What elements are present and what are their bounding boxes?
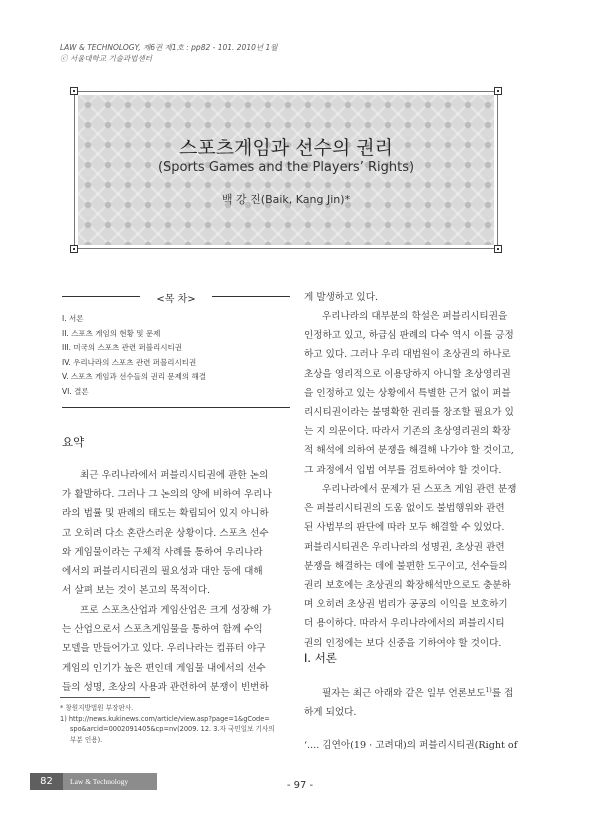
author-line: 백 강 진(Baik, Kang Jin)* <box>221 193 351 206</box>
text-line: 최근 우리나라에서 퍼블리시티권에 관한 논의 <box>80 470 269 481</box>
quote-paragraph <box>304 736 540 755</box>
text-line: 들의 성명, 초상의 사용과 관련하여 분쟁이 빈번하 <box>62 681 269 693</box>
text-line: 게 발생하고 있다. <box>304 292 379 303</box>
footnote-rule <box>60 697 150 698</box>
toc-rule-bottom <box>62 407 290 408</box>
text-line: 프로 스포츠산업과 게임산업은 크게 성장해 가 <box>80 605 272 616</box>
text-line: 분쟁을 해결하는 데에 불편한 도구이고, 선수들의 <box>304 560 508 572</box>
text-line: 리시티권이라는 불명확한 권리를 창조할 필요가 있 <box>304 407 514 419</box>
toc-list <box>62 312 206 399</box>
right-paragraph-2 <box>304 307 540 480</box>
intro-text-start: 필자는 최근 아래와 같은 일부 언론보도 <box>322 688 486 699</box>
page-number-center: - 97 - <box>286 780 314 791</box>
text-line: 는 지 의문이다. 따라서 기존의 초상영리권의 확장 <box>304 426 511 438</box>
text-line: 에서의 퍼블리시티권의 필요성과 대안 등에 대해 <box>62 566 263 578</box>
abstract-paragraph-1 <box>62 466 292 600</box>
intro-paragraph <box>304 684 540 722</box>
text-line: 그 과정에서 입법 여부를 검토하여야 할 것이다. <box>304 464 502 476</box>
footnote-1-line[interactable]: 1) http://news.kukinews.com/article/view.asp?page=1&gCode= <box>60 714 270 723</box>
text-line: 는 산업으로서 스포츠게임물을 통하여 함께 수익 <box>62 624 263 636</box>
text-line: 모델을 만들어가고 있다. 우리나라는 컴퓨터 야구 <box>62 643 266 655</box>
title-korean: 스포츠게임과 선수의 권리 <box>179 137 393 159</box>
text-line: 며 오히려 초상권 법리가 공공의 이익을 보호하기 <box>304 599 508 611</box>
table-of-contents <box>62 290 290 408</box>
page-number-left: 82 <box>30 773 63 790</box>
text-line: 적 해석에 의하여 분쟁을 해결해 나가야 할 것이고, <box>304 445 514 457</box>
text-line: 권리 보호에는 초상권의 확장해석만으로도 충분하 <box>304 580 511 592</box>
text-line: 권의 인정에는 보다 신중을 기하여야 할 것이다. <box>304 637 502 649</box>
footnote-ref[interactable]: 1) <box>485 686 492 694</box>
text-line: 을 인정하고 있는 상황에서 특별한 근거 없이 퍼블 <box>304 387 511 399</box>
toc-item: VI. 결론 <box>62 386 89 396</box>
text-line: 하게 되었다. <box>304 707 357 719</box>
text-line: 초상을 영리적으로 이용당하지 아니할 초상영리권 <box>304 368 511 380</box>
text-line: 된 사법부의 판단에 따라 모두 해결할 수 있었다. <box>304 522 505 534</box>
text-line: 라의 법률 및 판례의 태도는 확립되어 있지 아니하 <box>62 508 269 520</box>
right-paragraph-3 <box>304 480 540 653</box>
footnote-author: * 창원지방법원 부장판사. <box>60 704 134 712</box>
toc-item: III. 미국의 스포츠 관련 퍼블리시티권 <box>62 343 182 352</box>
toc-item: I. 서론 <box>62 314 84 323</box>
toc-item: IV. 우리나라의 스포츠 관련 퍼블리시티권 <box>62 357 197 367</box>
right-paragraph-1 <box>304 288 540 307</box>
toc-heading: <목 차> <box>156 294 196 305</box>
title-box <box>68 85 504 255</box>
corner-ornament-icon <box>70 245 78 253</box>
corner-ornament-icon <box>494 87 502 95</box>
abstract-paragraph-2 <box>62 601 292 697</box>
intro-heading: I. 서론 <box>304 651 337 665</box>
text-line: 은 퍼블리시티권의 도움 없이도 불법행위와 관련 <box>304 503 505 515</box>
journal-citation: LAW & TECHNOLOGY, 제6권 제1호 : pp82 - 101. 2010년 1월 <box>60 43 278 52</box>
publisher-line: ⓒ 서울대학교 기술과법센터 <box>60 54 152 63</box>
toc-rule-right <box>212 296 290 297</box>
text-line: 서 살펴 보는 것이 본고의 목적이다. <box>62 585 211 597</box>
text-line: 퍼블리시티권은 우리나라의 성명권, 초상권 관련 <box>304 541 505 553</box>
running-header <box>60 42 278 64</box>
toc-item: II. 스포츠 게임의 현황 및 문제 <box>62 328 161 338</box>
text-line: 와 게임물이라는 구체적 사례를 통하여 우리나라 <box>62 546 263 558</box>
text-line <box>304 684 540 703</box>
intro-text-end: 를 접 <box>491 688 514 699</box>
text-line: 가 활발하다. 그러나 그 논의의 양에 비하여 우리나 <box>62 489 272 501</box>
footer-journal-name: Law & Technology <box>70 777 129 786</box>
footnote-1-line: 부분 인용). <box>70 735 103 744</box>
text-line: 인정하고 있고, 하급심 판례의 다수 역시 이를 긍정 <box>304 330 514 342</box>
text-line: 우리나라의 대부분의 학설은 퍼블리시티권을 <box>322 311 508 322</box>
abstract-heading: 요약 <box>62 435 85 449</box>
text-line: 우리나라에서 문제가 된 스포츠 게임 관련 분쟁 <box>322 484 517 495</box>
text-line: 게임의 인기가 높은 편인데 게임물 내에서의 선수 <box>62 662 266 674</box>
title-english: (Sports Games and the Players’ Rights) <box>157 160 415 175</box>
toc-item: V. 스포츠 게임과 선수들의 권리 문제의 해결 <box>62 372 207 381</box>
footnote-1-line: spo&arcid=0002091405&cp=nv(2009. 12. 3.자 국민일보 기사의 <box>70 725 275 733</box>
text-line: 고 오히려 다소 혼란스러운 상황이다. 스포츠 선수 <box>62 527 269 539</box>
text-line: 하고 있다. 그러나 우리 대법원이 초상권의 하나로 <box>304 349 511 361</box>
corner-ornament-icon <box>70 87 78 95</box>
corner-ornament-icon <box>494 245 502 253</box>
text-line: ‘.... 김연아(19 · 고려대)의 퍼블리시티권(Right of <box>304 740 518 751</box>
footnotes <box>60 703 292 745</box>
text-line: 더 용이하다. 따라서 우리나라에서의 퍼블리시티 <box>304 618 505 630</box>
